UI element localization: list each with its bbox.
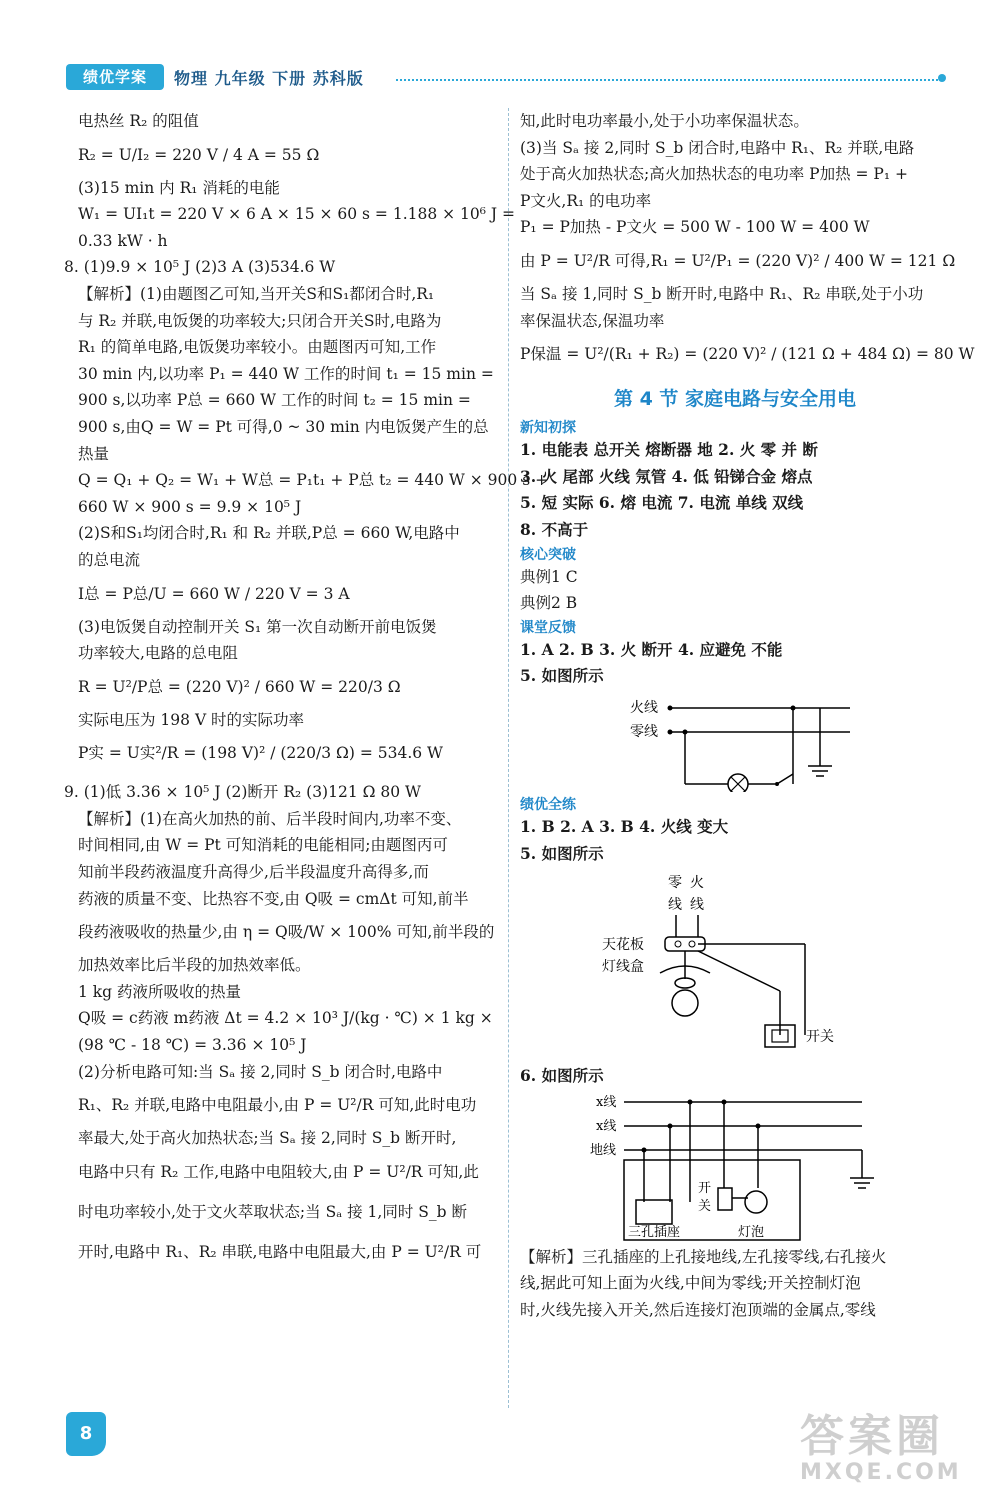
label-sankong: 三孔插座 bbox=[628, 1224, 681, 1240]
subsection-ketang: 课堂反馈 bbox=[520, 619, 576, 636]
label-guan: 关 bbox=[698, 1198, 712, 1214]
bulb-icon bbox=[672, 990, 698, 1016]
right-column bbox=[520, 108, 975, 1323]
answer-line: 5. 如图所示 bbox=[520, 666, 604, 686]
formula-line: I总 = P总/U = 660 W / 220 V = 3 A bbox=[78, 584, 350, 603]
text-line: 药液的质量不变、比热容不变,由 Q吸 = cmΔt 可知,前半 bbox=[78, 889, 469, 908]
header-dot bbox=[938, 74, 946, 82]
text-line: 当 Sₐ 接 1,同时 S_b 断开时,电路中 R₁、R₂ 串联,处于小功 bbox=[520, 284, 924, 303]
text-line: 900 s,以功率 P总 = 660 W 工作的时间 t₂ = 15 min = bbox=[78, 391, 471, 410]
text-line: R₁ 的简单电路,电饭煲功率较小。由题图丙可知,工作 bbox=[78, 338, 437, 357]
answer-line: 1. A 2. B 3. 火 断开 4. 应避免 不能 bbox=[520, 639, 783, 659]
label-lingxian: 零线 bbox=[630, 723, 658, 740]
text-line: 时间相同,由 W = Pt 可知消耗的电能相同;由题图丙可 bbox=[78, 836, 448, 855]
answer-line: 典例1 C bbox=[520, 567, 578, 586]
formula-line: (98 ℃ - 18 ℃) = 3.36 × 10⁵ J bbox=[78, 1036, 307, 1055]
answer-line: 1. 电能表 总开关 熔断器 地 2. 火 零 并 断 bbox=[520, 440, 818, 460]
header-title: 物理 九年级 下册 苏科版 bbox=[174, 69, 364, 88]
switch-icon bbox=[718, 1188, 732, 1210]
formula-line: P保温 = U²/(R₁ + R₂) = (220 V)² / (121 Ω + 484 Ω) = 80 W bbox=[520, 345, 975, 364]
text-line: 知,此时电功率最小,处于小功率保温状态。 bbox=[520, 112, 809, 130]
text-line: 开时,电路中 R₁、R₂ 串联,电路中电阻最大,由 P = U²/R 可 bbox=[78, 1242, 482, 1261]
formula-line: R₂ = U/I₂ = 220 V / 4 A = 55 Ω bbox=[78, 145, 320, 164]
watermark-top: 答案圈 bbox=[800, 1411, 944, 1462]
brand-logo: 绩优学案 bbox=[66, 64, 164, 90]
lamp-icon bbox=[728, 774, 748, 792]
label-tianhuaban: 天花板 bbox=[602, 937, 644, 954]
text-line: 电路中只有 R₂ 工作,电路中电阻较大,由 P = U²/R 可知,此 bbox=[78, 1162, 479, 1181]
text-line: 处于高火加热状态;高火加热状态的电功率 P加热 = P₁ + bbox=[520, 165, 908, 184]
label-huoxian: 火线 bbox=[630, 699, 658, 716]
text-line: 【解析】(1)由题图乙可知,当开关S和S₁都闭合时,R₁ bbox=[78, 284, 435, 303]
text-line: 时,火线先接入开关,然后连接灯泡顶端的金属点,零线 bbox=[520, 1300, 876, 1319]
answer-line: 5. 如图所示 bbox=[520, 843, 604, 863]
label-xline-1: x线 bbox=[596, 1094, 617, 1110]
text-line: 加热效率比后半段的加热效率低。 bbox=[78, 956, 311, 975]
text-line: 功率较大,电路的总电阻 bbox=[78, 644, 238, 663]
text-line: 线,据此可知上面为火线,中间为零线;开关控制灯泡 bbox=[520, 1274, 861, 1293]
text-line: 【解析】三孔插座的上孔接地线,左孔接零线,右孔接火 bbox=[520, 1247, 887, 1266]
text-line: (3)电饭煲自动控制开关 S₁ 第一次自动断开前电饭煲 bbox=[78, 617, 437, 636]
subsection-xinzhi: 新知初探 bbox=[520, 420, 576, 437]
watermark bbox=[800, 1400, 985, 1500]
subsection-hexin: 核心突破 bbox=[520, 546, 576, 563]
formula-line: P₁ = P加热 - P文火 = 500 W - 100 W = 400 W bbox=[520, 218, 870, 237]
text-line: 时电功率较小,处于文火萃取状态;当 Sₐ 接 1,同时 S_b 断 bbox=[78, 1202, 467, 1221]
label-kai: 开 bbox=[698, 1180, 712, 1196]
formula-line: P实 = U实²/R = (198 V)² / (220/3 Ω) = 534.6 W bbox=[78, 744, 443, 763]
answer-line: 6. 如图所示 bbox=[520, 1066, 604, 1086]
answer-line: 1. B 2. A 3. B 4. 火线 变大 bbox=[520, 816, 729, 836]
formula-line: W₁ = UI₁t = 220 V × 6 A × 15 × 60 s = 1.188 × 10⁶ J = bbox=[78, 205, 516, 224]
answer-line: 8. (1)9.9 × 10⁵ J (2)3 A (3)534.6 W bbox=[64, 258, 336, 277]
text-line: 段药液吸收的热量少,由 η = Q吸/W × 100% 可知,前半段的 bbox=[78, 923, 495, 942]
text-line: 900 s,由Q = W = Pt 可得,0 ~ 30 min 内电饭煲产生的总 bbox=[78, 417, 489, 436]
text-line: 知前半段药液温度升高得少,后半段温度升高得多,而 bbox=[78, 863, 429, 882]
formula-line: Q = Q₁ + Q₂ = W₁ + W总 = P₁t₁ + P总 t₂ = 440 W × 900 s + bbox=[78, 471, 549, 490]
formula-line: 660 W × 900 s = 9.9 × 10⁵ J bbox=[78, 497, 302, 516]
label-huo: 火 bbox=[690, 875, 704, 892]
text-line: 1 kg 药液所吸收的热量 bbox=[78, 982, 242, 1001]
section-title: 第 4 节 家庭电路与安全用电 bbox=[613, 388, 857, 411]
switch-icon bbox=[777, 774, 793, 784]
socket-icon bbox=[636, 1200, 672, 1224]
text-line: 率保温状态,保温功率 bbox=[520, 311, 665, 330]
circuit-figure-2 bbox=[520, 869, 940, 1049]
answer-line: 典例2 B bbox=[520, 594, 578, 613]
watermark-bottom: MXQE.COM bbox=[800, 1460, 962, 1485]
text-line: 30 min 内,以功率 P₁ = 440 W 工作的时间 t₁ = 15 min = bbox=[78, 364, 494, 383]
circuit-figure-1 bbox=[520, 692, 940, 792]
answer-line: 9. (1)低 3.36 × 10⁵ J (2)断开 R₂ (3)121 Ω 80 W bbox=[64, 783, 421, 802]
text-line: 的总电流 bbox=[78, 550, 141, 569]
label-dengpao: 灯泡 bbox=[738, 1224, 765, 1240]
text-line: 实际电压为 198 V 时的实际功率 bbox=[78, 710, 305, 729]
label-xian-2: 线 bbox=[690, 897, 704, 914]
header-dotted-rule bbox=[396, 79, 942, 81]
answer-line: 3. 火 尾部 火线 氖管 4. 低 铅锑合金 熔点 bbox=[520, 466, 813, 486]
formula-line: 0.33 kW · h bbox=[78, 231, 168, 250]
text-line: R₁、R₂ 并联,电路中电阻最小,由 P = U²/R 可知,此时电功 bbox=[78, 1096, 477, 1115]
column-divider bbox=[508, 108, 509, 1408]
text-line: (2)S和S₁均闭合时,R₁ 和 R₂ 并联,P总 = 660 W,电路中 bbox=[78, 524, 460, 543]
page-number: 8 bbox=[66, 1412, 106, 1456]
page-header bbox=[66, 62, 946, 92]
text-line: 率最大,处于高火加热状态;当 Sₐ 接 2,同时 S_b 断开时, bbox=[78, 1129, 457, 1148]
label-dixian: 地线 bbox=[590, 1142, 617, 1158]
label-kaiguan: 开关 bbox=[806, 1029, 834, 1046]
text-line: 热量 bbox=[78, 444, 110, 463]
bulb-icon bbox=[745, 1191, 767, 1213]
text-line: P文火,R₁ 的电功率 bbox=[520, 191, 652, 210]
text-line: 电热丝 R₂ 的阻值 bbox=[78, 112, 199, 130]
text-line: (3)15 min 内 R₁ 消耗的电能 bbox=[78, 178, 280, 197]
circuit-figure-3 bbox=[520, 1092, 940, 1242]
formula-line: Q吸 = c药液 m药液 Δt = 4.2 × 10³ J/(kg · ℃) × 1 kg × bbox=[78, 1009, 493, 1028]
text-line: 与 R₂ 并联,电饭煲的功率较大;只闭合开关S时,电路为 bbox=[78, 311, 442, 330]
label-xian-1: 线 bbox=[668, 897, 682, 914]
text-line: 【解析】(1)在高火加热的前、后半段时间内,功率不变、 bbox=[78, 809, 462, 828]
formula-line: R = U²/P总 = (220 V)² / 660 W = 220/3 Ω bbox=[78, 677, 401, 696]
label-xline-2: x线 bbox=[596, 1118, 617, 1134]
formula-line: 由 P = U²/R 可得,R₁ = U²/P₁ = (220 V)² / 400 W = 121 Ω bbox=[520, 251, 956, 270]
text-line: (2)分析电路可知:当 Sₐ 接 2,同时 S_b 闭合时,电路中 bbox=[78, 1062, 443, 1081]
subsection-jiyou: 绩优全练 bbox=[520, 796, 576, 813]
answer-line: 8. 不高于 bbox=[520, 519, 589, 539]
label-dengxianhe: 灯线盒 bbox=[602, 959, 644, 976]
text-line: (3)当 Sₐ 接 2,同时 S_b 闭合时,电路中 R₁、R₂ 并联,电路 bbox=[520, 138, 915, 157]
answer-line: 5. 短 实际 6. 熔 电流 7. 电流 单线 双线 bbox=[520, 493, 804, 513]
label-ling: 零 bbox=[668, 875, 682, 892]
